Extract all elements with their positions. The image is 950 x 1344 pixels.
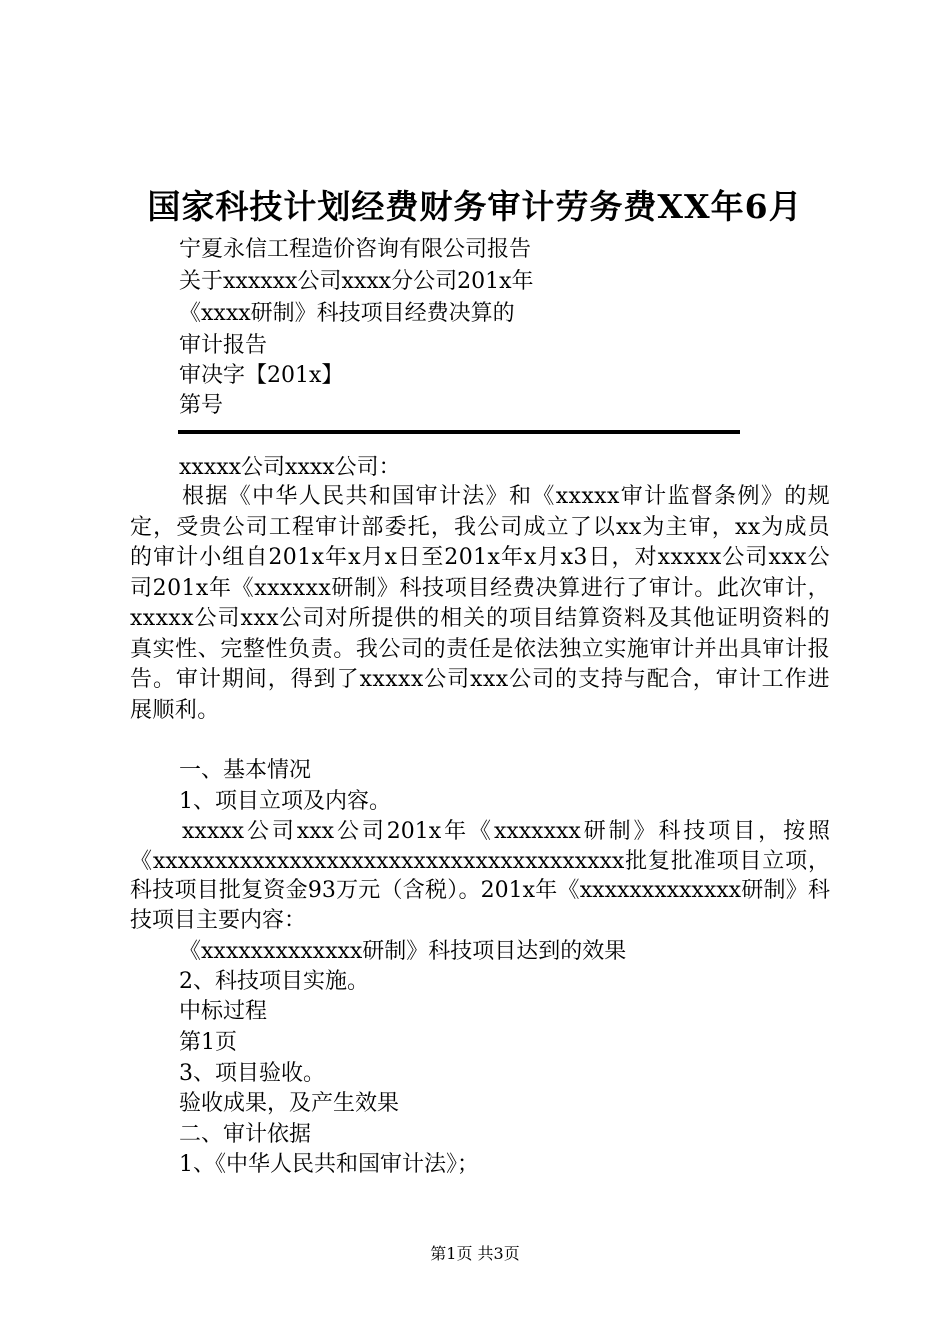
project-approval-paragraph: xxxxx公司xxx公司201x年《xxxxxxx研制》科技项目，按照《xxxxxxxxxxxxxxxxxxxxxxxxxxxxxxxxxxxxxx批复批准项目立项，科技项目批复资金93万元（含税）。201x年《xxxxxxxxxxxxx研制》科技项目主要内容： xyxy=(130,819,830,933)
document-title: 国家科技计划经费财务审计劳务费XX年6月 xyxy=(147,187,803,226)
page-marker-line: 第1页 xyxy=(179,1030,237,1055)
intro-paragraph: 根据《中华人民共和国审计法》和《xxxxx审计监督条例》的规定，受贵公司工程审计部委托，我公司成立了以xx为主审，xx为成员的审计小组自201x年x月x日至201x年x月x3日，对xxxxx公司xxx公司201x年《xxxxxx研制》科技项目经费决算进行了审计。此次审计，xxxxx公司xxx公司对所提供的相关的项目结算资料及其他证明资料的真实性、完整性负责。我公司的责任是依法独立实施审计并出具审计报告。审计期间，得到了xxxxx公司xxx公司的支持与配合，审计工作进展顺利。 xyxy=(130,484,830,723)
item-heading-implementation: 2、科技项目实施。 xyxy=(179,969,369,994)
section-heading-basic-info: 一、基本情况 xyxy=(179,758,312,783)
project-name-line: 《xxxx研制》科技项目经费决算的 xyxy=(179,301,515,326)
audit-basis-item: 1、《中华人民共和国审计法》； xyxy=(179,1152,479,1177)
header-divider xyxy=(178,430,740,434)
salutation: xxxxx公司xxxx公司： xyxy=(179,455,401,480)
item-heading-acceptance: 3、项目验收。 xyxy=(179,1061,325,1086)
bidding-process-line: 中标过程 xyxy=(179,999,268,1024)
page-footer: 第1页 共3页 xyxy=(430,1244,520,1263)
report-type-line: 审计报告 xyxy=(179,333,268,358)
effect-line: 《xxxxxxxxxxxxx研制》科技项目达到的效果 xyxy=(179,939,627,964)
acceptance-line: 验收成果，及产生效果 xyxy=(179,1091,400,1116)
document-number-line: 审决字【201x】 xyxy=(179,363,344,388)
section-heading-audit-basis: 二、审计依据 xyxy=(179,1122,312,1147)
company-report-line: 宁夏永信工程造价咨询有限公司报告 xyxy=(179,237,532,262)
item-heading-project-approval: 1、项目立项及内容。 xyxy=(179,789,391,814)
report-subject-line: 关于xxxxxx公司xxxx分公司201x年 xyxy=(179,269,534,294)
number-label-line: 第号 xyxy=(179,393,224,418)
